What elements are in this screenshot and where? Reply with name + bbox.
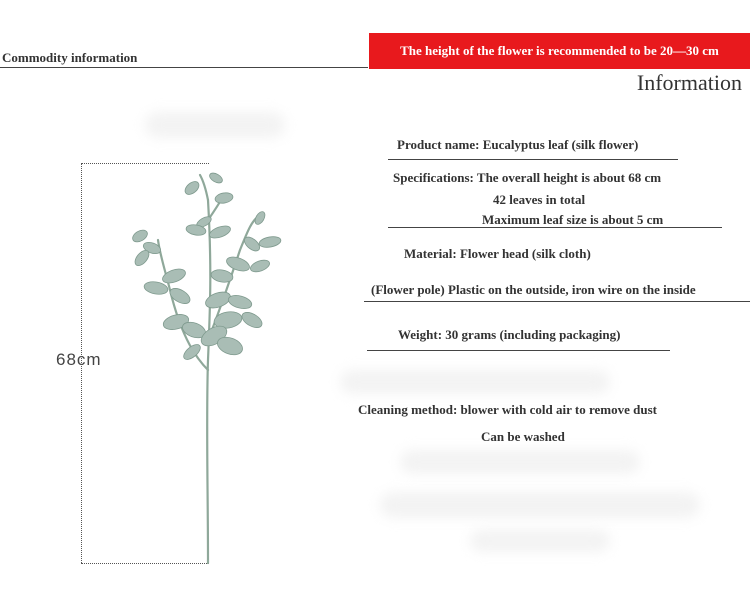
divider [388, 227, 722, 228]
background-blur [380, 492, 700, 518]
background-blur [470, 530, 610, 552]
weight: Weight: 30 grams (including packaging) [398, 327, 621, 342]
leaf [258, 235, 281, 249]
information-title: Information [636, 70, 742, 95]
leaf [214, 192, 233, 205]
max-leaf-size: Maximum leaf size is about 5 cm [482, 212, 664, 227]
height-recommendation-banner [369, 33, 750, 69]
height-measurement-label: 68cm [56, 350, 102, 369]
leaf [227, 293, 253, 311]
cleaning-method: Cleaning method: blower with cold air to remove dust [358, 402, 657, 417]
eucalyptus-branch-image [120, 160, 290, 565]
banner-text: The height of the flower is recommended to be 20—30 cm [400, 43, 719, 58]
main-stem [207, 200, 210, 563]
leaf [183, 179, 202, 197]
leaf [208, 171, 224, 185]
commodity-information-label: Commodity information [2, 50, 138, 65]
leaf [249, 258, 271, 274]
specifications: Specifications: The overall height is about 68 cm [393, 170, 662, 185]
background-blur [145, 112, 285, 138]
divider [367, 350, 670, 351]
divider [364, 301, 750, 302]
leaf-count: 42 leaves in total [493, 192, 586, 207]
background-blur [400, 450, 640, 474]
header-divider [0, 67, 368, 68]
background-blur [340, 370, 610, 394]
leaf [208, 224, 232, 241]
flower-pole: (Flower pole) Plastic on the outside, iron wire on the inside [371, 282, 696, 297]
left-stem [158, 240, 208, 370]
material: Material: Flower head (silk cloth) [404, 246, 591, 261]
washable-note: Can be washed [481, 429, 565, 444]
leaf [167, 285, 192, 306]
leaf [239, 309, 264, 330]
product-name: Product name: Eucalyptus leaf (silk flower) [397, 137, 639, 152]
leaf [131, 228, 150, 245]
divider [388, 159, 678, 160]
